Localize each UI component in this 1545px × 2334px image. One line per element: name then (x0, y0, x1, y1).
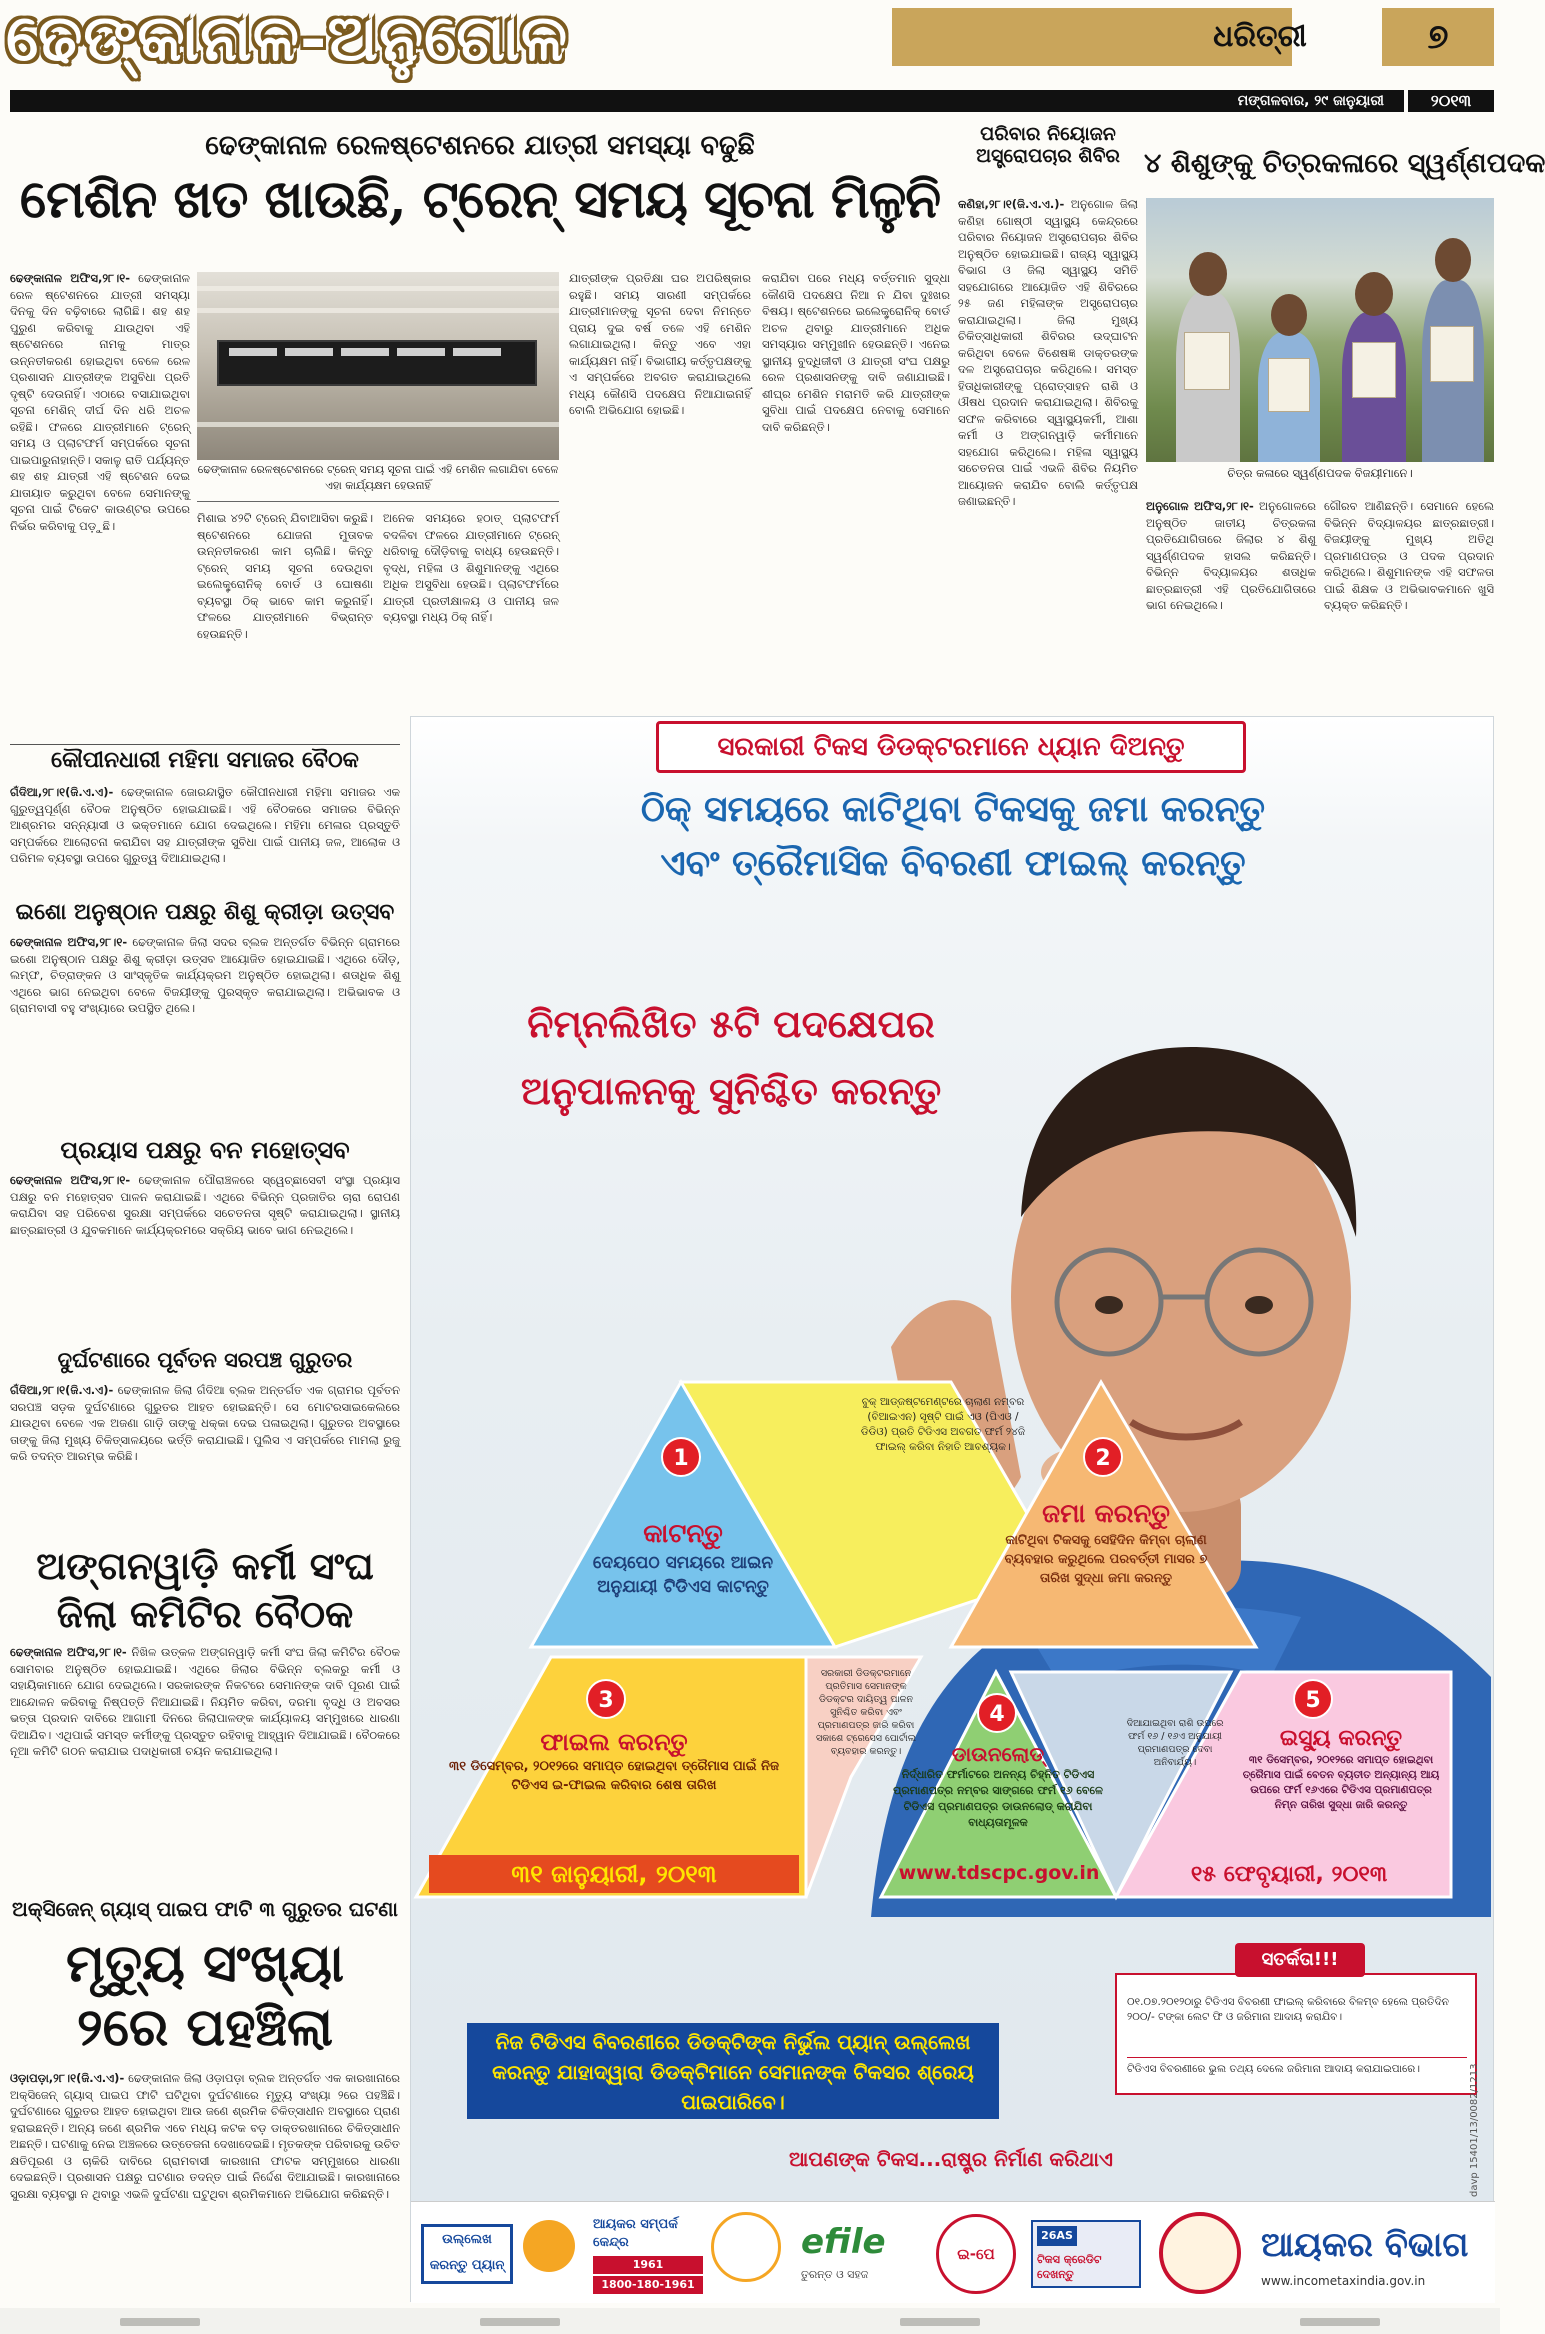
photo-roof-beam (197, 308, 559, 313)
prayas-dateline: ଢେଙ୍କାନାଳ ଅଫିସ,୨୮।୧- (10, 1173, 131, 1187)
prayas-body (10, 1172, 400, 1344)
column-rule (10, 744, 400, 745)
photo-child (1176, 292, 1240, 462)
isho-body (10, 934, 400, 1134)
lead-headline: ମେଶିନ ଖତ ଖାଉଛି, ଟ୍ରେନ୍ ସମୟ ସୂଚନା ମିଳୁନି (19, 169, 941, 230)
income-tax-emblem-icon (1159, 2212, 1241, 2294)
lead-column-3: ଅନେକ ସମୟରେ ହଠାତ୍ ପ୍ଲାଟଫର୍ମ ବଦଳିବା ଫଳରେ ଯାତ୍ରୀମାନେ ଟ୍ରେନ୍ ଧରିବାକୁ ଦୌଡ଼ିବାକୁ ବାଧ୍ୟ ହେଉଛନ୍ତି। ବୃଦ୍ଧ, ମହିଳା ଓ ଶିଶୁମାନଙ୍କୁ ଏଥିରେ ଅଧିକ ଅସୁବିଧା ହେଉଛି। ପ୍ଲାଟଫର୍ମରେ ଯାତ୍ରୀ ପ୍ରତୀକ୍ଷାଳୟ ଓ ପାନୀୟ ଜଳ ବ୍ୟବସ୍ଥା ମଧ୍ୟ ଠିକ୍ ନାହିଁ। (383, 511, 559, 624)
art-photo-caption: ଚିତ୍ର କଳାରେ ସ୍ୱର୍ଣ୍ଣପଦକ ବିଜୟୀମାନେ। (1227, 466, 1413, 480)
efile-logo: efile (801, 2222, 886, 2262)
family-planning-body (958, 196, 1138, 716)
epay-logo: ଇ-ପେ (936, 2214, 1016, 2294)
step-1-title: କାଟନ୍ତୁ (643, 1519, 723, 1549)
family-planning-dateline: କଣିହା,୨୮।୧(ଜି.ଏ.ଏ.)- (958, 197, 1065, 211)
step-3-text: ୩୧ ଡିସେମ୍ବର, ୨୦୧୨ରେ ସମାପ୍ତ ହୋଇଥିବା ତ୍ରୈମାସ ପାଇଁ ନିଜ ଟିଡିଏସ ଇ-ଫାଇଲ କରିବାର ଶେଷ ତାରିଖ (448, 1759, 779, 1793)
gas-dateline: ଓଡ଼ାପଡ଼ା,୨୮।୧(ଜି.ଏ.ଏ)- (10, 2071, 125, 2085)
lead-column-2: ମିଶାଇ ୪୨ଟି ଟ୍ରେନ୍ ଯିବାଆସିବା କରୁଛି। ଷ୍ଟେଶନରେ ଯୋଜନା ମୁତାବକ ଉନ୍ନତୀକରଣ କାମ ଚାଲିଛି। କିନ୍ତୁ ଟ୍ରେନ୍ ସମୟ ସୂଚନା ଦେଉଥିବା ଇଲେକ୍ଟ୍ରୋନିକ୍ ବୋର୍ଡ ଓ ଘୋଷଣା ବ୍ୟବସ୍ଥା ଠିକ୍ ଭାବେ କାମ କରୁନାହିଁ। ଫଳରେ ଯାତ୍ରୀମାନେ ବିଭ୍ରାନ୍ତ ହେଉଛନ୍ତି। (197, 511, 373, 641)
photo-roof-beam (197, 286, 559, 291)
step-5-title: ଇସ୍ୟୁ କରନ୍ତୁ (1279, 1726, 1403, 1751)
credit-26as-box (1031, 2220, 1141, 2288)
issue-date: ମଙ୍ଗଳବାର, ୨୯ ଜାନୁୟାରୀ (1237, 93, 1384, 109)
accident-text: ଢେଙ୍କାନାଳ ଜିଲା ଗଁଦିଆ ବ୍ଲକ ଅନ୍ତର୍ଗତ ଏକ ଗ୍ରାମର ପୂର୍ବତନ ସରପଞ୍ଚ ସଡ଼କ ଦୁର୍ଘଟଣାରେ ଗୁରୁତର ଆହତ ହୋଇଛନ୍ତି। ସେ ମୋଟରସାଇକେଲରେ ଯାଉଥିବା ବେଳେ ଏକ ଅଜଣା ଗାଡ଼ି ତାଙ୍କୁ ଧକ୍କା ଦେଇ ପଳାଇଥିଲା। ଗୁରୁତର ଅବସ୍ଥାରେ ତାଙ୍କୁ ଜିଲା ମୁଖ୍ୟ ଚିକିତ୍ସାଳୟରେ ଭର୍ତ୍ତି କରାଯାଇଛି। ପୁଲିସ ଏ ସମ୍ପର୍କରେ ମାମଲା ରୁଜୁ କରି ତଦନ୍ତ ଆରମ୍ଭ କରିଛି। (10, 1383, 400, 1463)
step-2-text-block (991, 1497, 1221, 1588)
helpline-number-1: 1961 (593, 2256, 703, 2274)
anganwadi-dateline: ଢେଙ୍କାନାଳ ଅଫିସ,୨୮।୧- (10, 1645, 127, 1659)
step-1-text: ଦେୟପେଠ ସମୟରେ ଆଇନ ଅନୁଯାୟୀ ଟିଡିଏସ କାଟନ୍ତୁ (592, 1553, 774, 1597)
credit-view-label: ଟିକସ କ୍ରେଡିଟ ଦେଖନ୍ତୁ (1037, 2253, 1102, 2281)
accident-body (10, 1382, 400, 1538)
date-bar (10, 90, 1494, 112)
step-4-text: ନିର୍ଦ୍ଧାରିତ ଫର୍ମାଟରେ ଅନନ୍ୟ ଚିହ୍ନିତ ଟିଡିଏସ ପ୍ରମାଣପତ୍ର ନମ୍ବର ସାଙ୍ଗରେ ଫର୍ମ ୧୬ ବେଳେ ଟିଡିଏସ ପ୍ରମାଣପତ୍ର ଡାଉନଲୋଡ୍ କରାଯିବା ବାଧ୍ୟତାମୂଳକ (893, 1768, 1103, 1829)
ad-banner: ସରକାରୀ ଟିକସ ଡିଡକ୍ଟରମାନେ ଧ୍ୟାନ ଦିଅନ୍ତୁ (656, 721, 1246, 773)
lead-col1-text: ଢେଙ୍କାନାଳ ରେଳ ଷ୍ଟେଶନରେ ଯାତ୍ରୀ ସମସ୍ୟା ଦିନକୁ ଦିନ ବଢ଼ିବାରେ ଲାଗିଛି। ଶହ ଶହ ପୁରୁଣ କରିବାକୁ ଯାଉଥିବା ଏହି ଷ୍ଟେଶନରେ ନାମକୁ ମାତ୍ର ଉନ୍ନତୀକରଣ ହୋଇଥିବା ବେଳେ ରେଳ ପ୍ରଶାସନ ଯାତ୍ରୀଙ୍କ ଅସୁବିଧା ପ୍ରତି ଦୃଷ୍ଟି ଦେଉନାହିଁ। ଏଠାରେ ବସାଯାଇଥିବା ସୂଚନା ମେଶିନ୍ ଦୀର୍ଘ ଦିନ ଧରି ଅଚଳ ରହିଛି। ଫଳରେ ଯାତ୍ରୀମାନେ ଟ୍ରେନ୍ ସମୟ ଓ ପ୍ଲାଟଫର୍ମ ସମ୍ପର୍କରେ ସୂଚନା ପାଇପାରୁନାହାନ୍ତି। ସକାଳୁ ରାତି ପର୍ଯ୍ୟନ୍ତ ଶହ ଶହ ଯାତ୍ରୀ ଏହି ଷ୍ଟେଶନ ଦେଇ ଯାତାୟାତ କରୁଥିବା ବେଳେ ସେମାନଙ୍କୁ ସୂଚନା ପାଇଁ ଟିକେଟ କାଉଣ୍ଟର ଉପରେ ନିର୍ଭର କରିବାକୁ ପଡ଼ୁଛି। (10, 271, 190, 533)
ad-subtitle-1: ଠିକ୍ ସମୟରେ କାଟିଥିବା ଟିକସକୁ ଜମା କରନ୍ତୁ (640, 789, 1266, 830)
photo-child (1258, 332, 1320, 462)
step-3-text-block (429, 1727, 799, 1795)
step-3-number: 3 (586, 1679, 626, 1719)
lead-column-4: ଯାତ୍ରୀଙ୍କ ପ୍ରତିକ୍ଷା ଘର ଅପରିଷ୍କାର ରହୁଛି। ସମୟ ସାରଣୀ ସମ୍ପର୍କରେ ଯାତ୍ରୀମାନଙ୍କୁ ସୂଚନା ଦେବା ନିମନ୍ତେ ପ୍ରାୟ ଦୁଇ ବର୍ଷ ତଳେ ଏହି ମେଶିନ ଲଗାଯାଇଥିଲା। କିନ୍ତୁ ଏବେ ଏହା କାର୍ଯ୍ୟକ୍ଷମ ନାହିଁ। ବିଭାଗୀୟ କର୍ତ୍ତୃପକ୍ଷଙ୍କୁ ଏ ସମ୍ପର୍କରେ ଅବଗତ କରାଯାଇଥିଲେ ମଧ୍ୟ କୌଣସି ପଦକ୍ଷେପ ନିଆଯାଇନାହିଁ ବୋଲି ଅଭିଯୋଗ ହୋଇଛି। (569, 271, 751, 417)
step-4-number: 4 (977, 1693, 1017, 1733)
masthead-title: ଢେଙ୍କାନାଳ-ଅନୁଗୋଳ (6, 1, 569, 76)
lead-column-1 (10, 270, 190, 740)
isho-headline: ଇଶୋ ଅନୁଷ୍ଠାନ ପକ୍ଷରୁ ଶିଶୁ କ୍ରୀଡ଼ା ଉତ୍ସବ (15, 899, 395, 925)
ad-steps-heading-1: ନିମ୍ନଲିଖିତ ୫ଟି ପଦକ୍ଷେପର (527, 1002, 935, 1046)
step-2-title: ଜମା କରନ୍ତୁ (1042, 1499, 1170, 1529)
info-top-text: ବୁକ୍ ଆଡ୍‌ଜଷ୍ଟମେଣ୍ଟରେ ଚାଲାଣ ନମ୍ବର (ବିଆଇଏନ) ସୃଷ୍ଟି ପାଇଁ ଏଓ (ପିଏଓ / ଡିଡିଓ) ପ୍ରତି ଟିଡିଏସ ଅବଗତ ଫର୍ମ ୨୪ଜି ଫାଇଲ୍ କରିବା ନିହାତି ଆବଶ୍ୟକ। (860, 1396, 1026, 1453)
step-4-text-block (889, 1741, 1107, 1831)
photo-display-board (217, 340, 537, 386)
accident-headline: ଦୁର୍ଘଟଣାରେ ପୂର୍ବତନ ସରପଞ୍ଚ ଗୁରୁତର (57, 1347, 353, 1372)
step-1-number: 1 (661, 1437, 701, 1477)
gas-body (10, 2070, 400, 2302)
art-column-1 (1146, 498, 1316, 708)
station-photo-caption: ଢେଙ୍କାନାଳ ରେଳଷ୍ଟେଶନରେ ଟ୍ରେନ୍ ସମୟ ସୂଚନା ପାଇଁ ଏହି ମେଶିନ ଲଗାଯିବା ବେଳେ ଏହା କାର୍ଯ୍ୟକ୍ଷମ ହେଉନାହିଁ (197, 462, 559, 502)
kopindhari-text: ଢେଙ୍କାନାଳ ଜୋରନ୍ଦାସ୍ଥିତ କୌପୀନଧାରୀ ମହିମା ସମାଜର ଏକ ଗୁରୁତ୍ୱପୂର୍ଣ୍ଣ ବୈଠକ ଅନୁଷ୍ଠିତ ହୋଇଯାଇଛି। ଏହି ବୈଠକରେ ସମାଜର ବିଭିନ୍ନ ଆଶ୍ରମର ସନ୍ନ୍ୟାସୀ ଓ ଭକ୍ତମାନେ ଯୋଗ ଦେଇଥିଲେ। ମହିମା ମେଳାର ପ୍ରସ୍ତୁତି ସମ୍ପର୍କରେ ଆଲୋଚନା କରାଯିବା ସହ ଯାତ୍ରୀଙ୍କ ସୁବିଧା ପାଇଁ ପାନୀୟ ଜଳ, ଆଲୋକ ଓ ପରିମଳ ବ୍ୟବସ୍ଥା ଉପରେ ଗୁରୁତ୍ୱ ଦିଆଯାଇଥିଲା। (10, 785, 400, 865)
gas-headline-2: ୨ରେ ପହଞ୍ଚିଲା (76, 1997, 334, 2058)
art-col1-text: ଅନୁଗୋଳରେ ଅନୁଷ୍ଠିତ ଜାତୀୟ ଚିତ୍ରକଳା ପ୍ରତିଯୋଗିତାରେ ଜିଲାର ୪ ଶିଶୁ ସ୍ୱର୍ଣ୍ଣପଦକ ହାସଲ କରିଛନ୍ତି। ବିଭିନ୍ନ ବିଦ୍ୟାଳୟର ଶତାଧିକ ଛାତ୍ରଛାତ୍ରୀ ଏହି ପ୍ରତିଯୋଗିତାରେ ଭାଗ ନେଇଥିଲେ। (1146, 499, 1317, 612)
kopindhari-dateline: ଗଁଦିଆ,୨୮।୧(ଜି.ଏ.ଏ)- (10, 785, 114, 799)
lead-dateline: ଢେଙ୍କାନାଳ ଅଫିସ,୨୮।୧- (10, 271, 130, 285)
credit-26as-label: 26AS (1037, 2226, 1077, 2246)
helpline-label: ଆୟକର ସମ୍ପର୍କ କେନ୍ଦ୍ର (593, 2217, 678, 2250)
isho-dateline: ଢେଙ୍କାନାଳ ଅଫିସ,୨୮।୧- (10, 935, 128, 949)
ad-release-code: davp 15401/13/0082/1213 (1469, 2063, 1480, 2197)
warning-title: ସତର୍କତା!!! (1235, 1943, 1365, 1977)
step-5-deadline: ୧୫ ଫେବୃୟାରୀ, ୨୦୧୩ (1190, 1862, 1388, 1887)
quote-pan-logo: ଉଲ୍ଲେଖ କରନ୍ତୁ ପ୍ୟାନ୍ (421, 2224, 513, 2284)
step-1-text-block (561, 1517, 805, 1599)
kopindhari-headline: କୌପୀନଧାରୀ ମହିମା ସମାଜର ବୈଠକ (51, 747, 359, 773)
photo-child (1342, 312, 1406, 462)
step-2-number: 2 (1083, 1437, 1123, 1477)
lead-column-5: କରାଯିବା ପରେ ମଧ୍ୟ ବର୍ତ୍ତମାନ ସୁଦ୍ଧା କୌଣସି ପଦକ୍ଷେପ ନିଆ ନ ଯିବା ଦୁଃଖର ବିଷୟ। ଷ୍ଟେଶନରେ ଇଲେକ୍ଟ୍ରୋନିକ୍ ବୋର୍ଡ ଅଚଳ ଥିବାରୁ ଯାତ୍ରୀମାନେ ଅଧିକ ସମସ୍ୟାର ସମ୍ମୁଖୀନ ହେଉଛନ୍ତି। ଏନେଇ ସ୍ଥାନୀୟ ବୁଦ୍ଧିଜୀବୀ ଓ ଯାତ୍ରୀ ସଂଘ ପକ୍ଷରୁ ରେଳ ପ୍ରଶାସନଙ୍କୁ ଦାବି ଜଣାଯାଇଛି। ଶୀଘ୍ର ମେଶିନ ମରାମତି କରି ଯାତ୍ରୀଙ୍କ ସୁବିଧା ପାଇଁ ପଦକ୍ଷେପ ନେବାକୁ ସେମାନେ ଦାବି କରିଛନ୍ତି। (762, 271, 950, 434)
art-winners-photo (1146, 198, 1494, 462)
income-tax-dept: ଆୟକର ବିଭାଗ (1261, 2225, 1469, 2265)
art-dateline: ଅନୁଗୋଳ ଅଫିସ,୨୮।୧- (1146, 499, 1254, 513)
kopindhari-body (10, 784, 400, 896)
family-planning-text: ଅନୁଗୋଳ ଜିଲା କଣିହା ଗୋଷ୍ଠୀ ସ୍ୱାସ୍ଥ୍ୟ କେନ୍ଦ୍ରରେ ପରିବାର ନିୟୋଜନ ଅସ୍ତ୍ରୋପଚାର ଶିବିର ଅନୁଷ୍ଠିତ ହୋଇଯାଇଛି। ରାଜ୍ୟ ସ୍ୱାସ୍ଥ୍ୟ ବିଭାଗ ଓ ଜିଲା ସ୍ୱାସ୍ଥ୍ୟ ସମିତି ସହଯୋଗରେ ଆୟୋଜିତ ଏହି ଶିବିରରେ ୨୫ ଜଣ ମହିଳାଙ୍କ ଅସ୍ତ୍ରୋପଚାର କରାଯାଇଥିଲା। ଜିଲା ମୁଖ୍ୟ ଚିକିତ୍ସାଧିକାରୀ ଶିବିରର ଉଦ୍‌ଘାଟନ କରିଥିବା ବେଳେ ବିଶେଷଜ୍ଞ ଡାକ୍ତରଙ୍କ ଦଳ ଅସ୍ତ୍ରୋପଚାର କରିଥିଲେ। ସମସ୍ତ ହିତାଧିକାରୀଙ୍କୁ ପ୍ରୋତ୍ସାହନ ରାଶି ଓ ଔଷଧ ପ୍ରଦାନ କରାଯାଇଥିଲା। ଶିବିରକୁ ସଫଳ କରିବାରେ ସ୍ୱାସ୍ଥ୍ୟକର୍ମୀ, ଆଶା କର୍ମୀ ଓ ଅଙ୍ଗନୱାଡ଼ି କର୍ମୀମାନେ ସହଯୋଗ କରିଥିଲେ। ମହିଳା ସ୍ୱାସ୍ଥ୍ୟ ସଚେତନତା ପାଇଁ ଏଭଳି ଶିବିର ନିୟମିତ ଆୟୋଜନ କରାଯିବ ବୋଲି କର୍ତ୍ତୃପକ୍ଷ ଜଣାଇଛନ୍ତି। (958, 197, 1138, 508)
page-number: ୭ (1382, 8, 1494, 66)
ad-subtitle-2: ଏବଂ ତ୍ରୈମାସିକ ବିବରଣୀ ଫାଇଲ୍ କରନ୍ତୁ (660, 843, 1246, 884)
ad-footer (411, 2201, 1495, 2303)
photo-roof-beam (197, 422, 559, 427)
masthead-paper-name: ଧରିତ୍ରୀ (1213, 19, 1307, 54)
station-photo (197, 272, 559, 460)
efile-subtitle: ତୁରନ୍ତ ଓ ସହଜ (801, 2268, 869, 2281)
gas-text: ଢେଙ୍କାନାଳ ଜିଲା ଓଡ଼ାପଡ଼ା ବ୍ଲକ ଅନ୍ତର୍ଗତ ଏକ କାରଖାନାରେ ଅକ୍ସିଜେନ୍ ଗ୍ୟାସ୍ ପାଇପ ଫାଟି ଘଟିଥିବା ଦୁର୍ଘଟଣାରେ ମୃତ୍ୟୁ ସଂଖ୍ୟା ୨ରେ ପହଞ୍ଚିଛି। ଦୁର୍ଘଟଣାରେ ଗୁରୁତର ଆହତ ହୋଇଥିବା ଆଉ ଜଣେ ଶ୍ରମିକ ଚିକିତ୍ସାଧୀନ ଅବସ୍ଥାରେ ପ୍ରାଣ ହରାଇଛନ୍ତି। ଅନ୍ୟ ଜଣେ ଶ୍ରମିକ ଏବେ ମଧ୍ୟ କଟକ ବଡ଼ ଡାକ୍ତରଖାନାରେ ଚିକିତ୍ସାଧୀନ ଅଛନ୍ତି। ଘଟଣାକୁ ନେଇ ଅଞ୍ଚଳରେ ଉତ୍ତେଜନା ଦେଖାଦେଇଛି। ମୃତକଙ୍କ ପରିବାରକୁ ଉଚିତ କ୍ଷତିପୂରଣ ଓ ଚାକିରି ଦାବିରେ ଗ୍ରାମବାସୀ କାରଖାନା ଫାଟକ ସମ୍ମୁଖରେ ଧାରଣା ଦେଇଛନ୍ତି। ପ୍ରଶାସନ ପକ୍ଷରୁ ଘଟଣାର ତଦନ୍ତ ପାଇଁ ନିର୍ଦ୍ଦେଶ ଦିଆଯାଇଛି। କାରଖାନାରେ ସୁରକ୍ଷା ବ୍ୟବସ୍ଥା ନ ଥିବାରୁ ଏଭଳି ଦୁର୍ଘଟଣା ଘଟୁଥିବା ଶ୍ରମିକମାନେ ଅଭିଯୋଗ କରିଛନ୍ତି। (10, 2071, 400, 2201)
anganwadi-text: ନିଖିଳ ଉତ୍କଳ ଅଙ୍ଗନୱାଡ଼ି କର୍ମୀ ସଂଘ ଜିଲା କମିଟିର ବୈଠକ ସୋମବାର ଅନୁଷ୍ଠିତ ହୋଇଯାଇଛି। ଏଥିରେ ଜିଲାର ବିଭିନ୍ନ ବ୍ଲକରୁ କର୍ମୀ ଓ ସହାୟିକାମାନେ ଯୋଗ ଦେଇଥିଲେ। ସରକାରଙ୍କ ନିକଟରେ ସେମାନଙ୍କ ଦାବି ପୂରଣ ପାଇଁ ଆନ୍ଦୋଳନ କରିବାକୁ ନିଷ୍ପତ୍ତି ନିଆଯାଇଛି। ନିୟମିତ କରିବା, ଦରମା ବୃଦ୍ଧି ଓ ଅବସର ଭତ୍ତା ପ୍ରଦାନ ଦାବିରେ ଆଗାମୀ ଦିନରେ ଜିଲାପାଳଙ୍କ କାର୍ଯ୍ୟାଳୟ ସମ୍ମୁଖରେ ଧାରଣା ଦିଆଯିବ। ଏଥିପାଇଁ ସମସ୍ତ କର୍ମୀଙ୍କୁ ପ୍ରସ୍ତୁତ ରହିବାକୁ ଆହ୍ୱାନ ଦିଆଯାଇଛି। ବୈଠକରେ ନୂଆ କମିଟି ଗଠନ କରାଯାଇ ପଦାଧିକାରୀ ଚୟନ କରାଯାଇଥିଲା। (10, 1645, 400, 1758)
accident-dateline: ଗଁଦିଆ,୨୮।୧(ଜି.ଏ.ଏ)- (10, 1383, 114, 1397)
warning-text-2: ଟିଡିଏସ ବିବରଣୀରେ ଭୁଲ ତଥ୍ୟ ଦେଲେ ଜରିମାନା ଆଦାୟ କରାଯାଇପାରେ। (1127, 2057, 1467, 2077)
masthead (0, 0, 1500, 90)
family-planning-headline: ପରିବାର ନିୟୋଜନ ଅସ୍ତ୍ରୋପଚାର ଶିବିର (976, 123, 1120, 167)
helpline-number-2: 1800-180-1961 (593, 2276, 703, 2294)
gas-kicker: ଅକ୍ସିଜେନ୍ ଗ୍ୟାସ୍ ପାଇପ ଫାଟି ୩ ଗୁରୁତର ଘଟଣା (12, 1897, 398, 1921)
ad-slogan: ଆପଣଙ୍କ ଟିକସ...ରାଷ୍ଟ୍ର ନିର୍ମାଣ କରିଥାଏ (789, 2147, 1113, 2171)
prayas-headline: ପ୍ରୟାସ ପକ୍ଷରୁ ବନ ମହୋତ୍ସବ (60, 1135, 350, 1164)
warning-box (1115, 1973, 1477, 2095)
art-medal-headline: ୪ ଶିଶୁଙ୍କୁ ଚିତ୍ରକଳାରେ ସ୍ୱର୍ଣ୍ଣପଦକ (1144, 148, 1545, 179)
anganwadi-headline-2: ଜିଲା କମିଟିର ବୈଠକ (56, 1591, 354, 1636)
mascot-icon (523, 2220, 575, 2272)
anganwadi-body (10, 1644, 400, 1894)
prayas-text: ଢେଙ୍କାନାଳ ପୌରାଞ୍ଚଳରେ ସ୍ୱେଚ୍ଛାସେବୀ ସଂସ୍ଥା ପ୍ରୟାସ ପକ୍ଷରୁ ବନ ମହୋତ୍ସବ ପାଳନ କରାଯାଇଛି। ଏଥିରେ ବିଭିନ୍ନ ପ୍ରଜାତିର ଚାରା ରୋପଣ କରାଯିବା ସହ ପରିବେଶ ସୁରକ୍ଷା ସମ୍ପର୍କରେ ସଚେତନତା ସୃଷ୍ଟି କରାଯାଇଥିଲା। ସ୍ଥାନୀୟ ଛାତ୍ରଛାତ୍ରୀ ଓ ଯୁବକମାନେ କାର୍ଯ୍ୟକ୍ରମରେ ସକ୍ରିୟ ଭାବେ ଭାଗ ନେଇଥିଲେ। (10, 1173, 400, 1237)
issue-year: ୨୦୧୩ (1404, 90, 1494, 112)
step-2-text: କାଟିଥିବା ଟିକସକୁ ସେହିଦିନ କିମ୍ବା ଚାଲାଣ ବ୍ୟବହାର କରୁଥିଲେ ପରବର୍ତ୍ତୀ ମାସର ୭ ତାରିଖ ସୁଦ୍ଧା ଜମା କରନ୍ତୁ (1004, 1533, 1208, 1586)
warning-text-1: ୦୧.୦୭.୨୦୧୨ଠାରୁ ଟିଡିଏସ ବିବରଣୀ ଫାଇଲ୍ କରିବାରେ ବିଳମ୍ବ ହେଲେ ପ୍ରତିଦିନ ୨୦୦/- ଟଙ୍କା ଲେଟ ଫି ଓ ଜରିମାନା ଆଦାୟ କରାଯିବ। (1127, 1996, 1449, 2023)
info-right-text: ଦିଆଯାଇଥିବା ରାଶି ଉପରେ ଫର୍ମ ୧୬ / ୧୬ଏ ଅନୁଯାୟୀ ପ୍ରମାଣପତ୍ର ଦେବା ଅନିବାର୍ଯ୍ୟ। (1126, 1718, 1224, 1768)
art-column-2: ଗୌରବ ଆଣିଛନ୍ତି। ସେମାନେ ହେଲେ ବିଭିନ୍ନ ବିଦ୍ୟାଳୟର ଛାତ୍ରଛାତ୍ରୀ। ବିଜୟୀଙ୍କୁ ମୁଖ୍ୟ ଅତିଥି ପ୍ରମାଣପତ୍ର ଓ ପଦକ ପ୍ରଦାନ କରିଥିଲେ। ଶିଶୁମାନଙ୍କ ଏହି ସଫଳତା ପାଇଁ ଶିକ୍ଷକ ଓ ଅଭିଭାବକମାନେ ଖୁସି ବ୍ୟକ୍ତ କରିଛନ୍ତି। (1324, 499, 1494, 612)
step-3-title: ଫାଇଲ କରନ୍ତୁ (540, 1728, 688, 1756)
lead-kicker: ଢେଙ୍କାନାଳ ରେଳଷ୍ଟେଶନରେ ଯାତ୍ରୀ ସମସ୍ୟା ବଢୁଛି (205, 130, 755, 161)
step-3-deadline: ୩୧ ଜାନୁୟାରୀ, ୨୦୧୩ (429, 1855, 799, 1893)
step-4-title: ଡାଉନଲୋଡ୍ (951, 1742, 1045, 1766)
step-4-url: www.tdscpc.gov.in (898, 1862, 1100, 1884)
phone-icon (711, 2212, 781, 2282)
pan-notice: ନିଜ ଟିଡିଏସ ବିବରଣୀରେ ଡିଡକ୍ଟିଙ୍କ ନିର୍ଭୁଲ ପ୍ୟାନ୍ ଉଲ୍ଲେଖ କରନ୍ତୁ ଯାହାଦ୍ୱାରା ଡିଡକ୍ଟିମାନେ ସେମାନଙ୍କ ଟିକସର ଶ୍ରେୟ ପାଇପାରିବେ। (467, 2023, 999, 2119)
step-5-number: 5 (1293, 1679, 1333, 1719)
anganwadi-headline-1: ଅଙ୍ଗନୱାଡ଼ି କର୍ମୀ ସଂଘ (36, 1543, 374, 1588)
step-5-text-block (1241, 1725, 1441, 1813)
info-mid-text: ସରକାରୀ ଡିଡକ୍ଟରମାନେ ପ୍ରତିମାସ ସେମାନଙ୍କ ଡିଡକ୍ଟର ଦାୟିତ୍ୱ ପାଳନ ସୁନିଶ୍ଚିତ କରିବା ଏବଂ ପ୍ରମାଣପତ୍ର ଜାରି କରିବା ସକାଶେ ଟ୍ରେସେସ ପୋର୍ଟାଲ ବ୍ୟବହାର କରନ୍ତୁ। (816, 1668, 916, 1757)
scan-bottom-edge (0, 2308, 1500, 2334)
isho-text: ଢେଙ୍କାନାଳ ଜିଲା ସଦର ବ୍ଲକ ଅନ୍ତର୍ଗତ ବିଭିନ୍ନ ଗ୍ରାମରେ ଇଶୋ ଅନୁଷ୍ଠାନ ପକ୍ଷରୁ ଶିଶୁ କ୍ରୀଡ଼ା ଉତ୍ସବ ଆୟୋଜିତ ହୋଇଯାଇଛି। ଏଥିରେ ଦୌଡ଼, ଲମ୍ଫ, ଚିତ୍ରାଙ୍କନ ଓ ସାଂସ୍କୃତିକ କାର୍ଯ୍ୟକ୍ରମ ଅନୁଷ୍ଠିତ ହୋଇଥିଲା। ଶତାଧିକ ଶିଶୁ ଏଥିରେ ଭାଗ ନେଇଥିବା ବେଳେ ବିଜୟୀଙ୍କୁ ପୁରସ୍କୃତ କରାଯାଇଥିଲା। ଅଭିଭାବକ ଓ ଗ୍ରାମବାସୀ ବହୁ ସଂଖ୍ୟାରେ ଉପସ୍ଥିତ ଥିଲେ। (10, 935, 401, 1015)
step-5-text: ୩୧ ଡିସେମ୍ବର, ୨୦୧୨ରେ ସମାପ୍ତ ହୋଇଥିବା ତ୍ରୈମାସ ପାଇଁ ବେତନ ବ୍ୟତୀତ ଅନ୍ୟାନ୍ୟ ଆୟ ଉପରେ ଫର୍ମ ୧୬ଏରେ ଟିଡିଏସ ପ୍ରମାଣପତ୍ର ନିମ୍ନ ତାରିଖ ସୁଦ୍ଧା ଜାରି କରନ୍ତୁ (1242, 1754, 1440, 1811)
income-tax-url: www.incometaxindia.gov.in (1261, 2274, 1426, 2288)
gas-headline-1: ମୃତ୍ୟୁ ସଂଖ୍ୟା (66, 1933, 344, 1994)
tds-advertisement (410, 716, 1494, 2302)
ad-steps-heading-2: ଅନୁପାଳନକୁ ସୁନିଶ୍ଚିତ କରନ୍ତୁ (520, 1069, 942, 1113)
photo-child (1422, 280, 1484, 462)
